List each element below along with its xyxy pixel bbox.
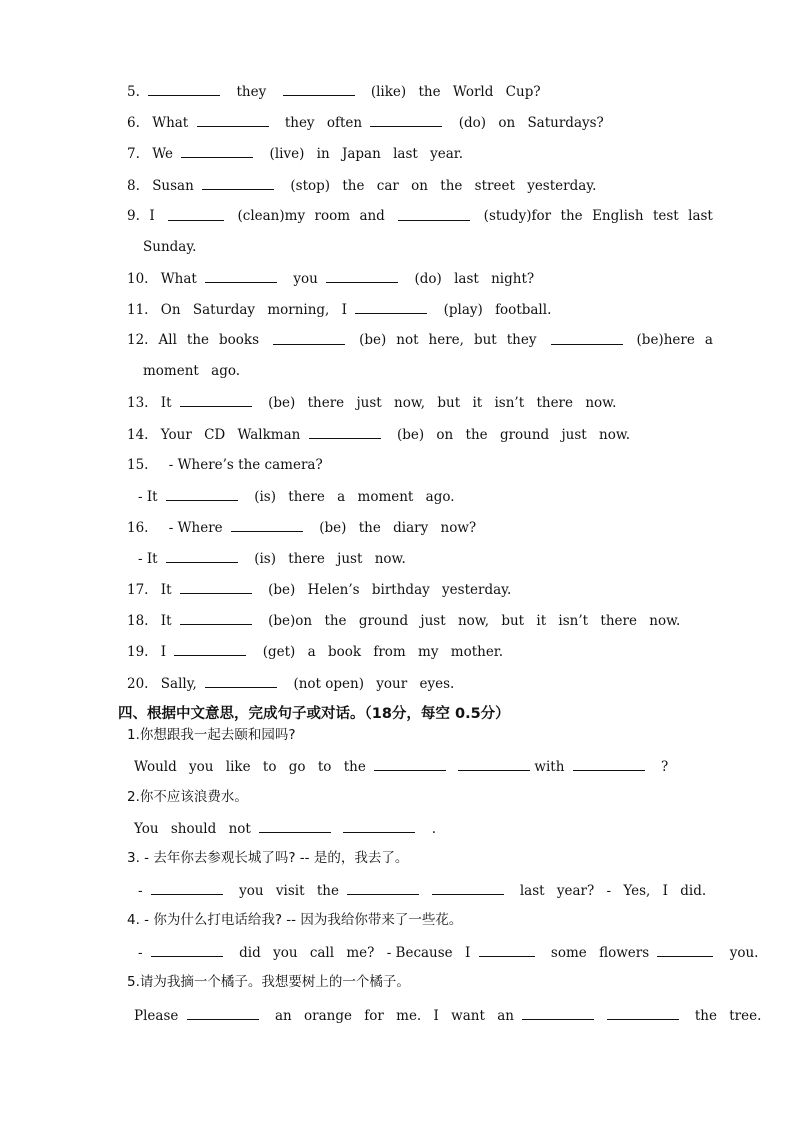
blank[interactable] — [370, 113, 442, 127]
section-4-q1-prompt: 1.你想跟我一起去颐和园吗? — [127, 727, 296, 743]
section-4-q2-prompt: 2.你不应该浪费水。 — [127, 789, 248, 805]
item-12: 12. All the books (be) not here, but they (be)here a — [127, 332, 713, 348]
item-16: 16. - Where (be) the diary now? — [127, 520, 477, 536]
item-9-continuation: Sunday. — [143, 239, 197, 255]
section-4-heading: 四、根据中文意思，完成句子或对话。（18分，每空 0.5分） — [118, 706, 510, 722]
blank[interactable] — [151, 881, 223, 895]
blank[interactable] — [607, 1006, 679, 1020]
item-15-response: - It (is) there a moment ago. — [138, 489, 455, 505]
blank[interactable] — [180, 393, 252, 407]
item-8: 8. Susan (stop) the car on the street yesterday. — [127, 178, 597, 194]
blank[interactable] — [374, 757, 446, 771]
blank[interactable] — [180, 611, 252, 625]
blank[interactable] — [347, 881, 419, 895]
blank[interactable] — [573, 757, 645, 771]
item-5: 5. they (like) the World Cup? — [127, 84, 541, 100]
item-19: 19. I (get) a book from my mother. — [127, 644, 504, 660]
blank[interactable] — [151, 943, 223, 957]
blank[interactable] — [166, 549, 238, 563]
item-11: 11. On Saturday morning, I (play) football. — [127, 302, 552, 318]
blank[interactable] — [309, 425, 381, 439]
blank[interactable] — [355, 300, 427, 314]
blank[interactable] — [398, 207, 470, 221]
blank[interactable] — [551, 331, 623, 345]
blank[interactable] — [479, 943, 535, 957]
blank[interactable] — [432, 881, 504, 895]
blank[interactable] — [231, 518, 303, 532]
section-4-q3-answer: - you visit the last year? - Yes, I did. — [138, 883, 707, 899]
blank[interactable] — [148, 82, 220, 96]
blank[interactable] — [657, 943, 713, 957]
item-9: 9. I (clean)my room and (study)for the English test last — [127, 208, 713, 224]
blank[interactable] — [180, 580, 252, 594]
item-17: 17. It (be) Helen’s birthday yesterday. — [127, 582, 512, 598]
blank[interactable] — [283, 82, 355, 96]
item-12-continuation: moment ago. — [143, 363, 241, 379]
section-4-q5-prompt: 5.请为我摘一个橘子。我想要树上的一个橘子。 — [127, 974, 410, 990]
blank[interactable] — [205, 269, 277, 283]
blank[interactable] — [273, 331, 345, 345]
item-16-response: - It (is) there just now. — [138, 551, 406, 567]
section-4-q3-prompt: 3. - 去年你去参观长城了吗? -- 是的，我去了。 — [127, 850, 409, 866]
item-10: 10. What you (do) last night? — [127, 271, 535, 287]
blank[interactable] — [187, 1006, 259, 1020]
blank[interactable] — [205, 674, 277, 688]
blank[interactable] — [522, 1006, 594, 1020]
blank[interactable] — [202, 176, 274, 190]
blank[interactable] — [168, 207, 224, 221]
item-7: 7. We (live) in Japan last year. — [127, 146, 464, 162]
blank[interactable] — [166, 487, 238, 501]
item-13: 13. It (be) there just now, but it isn’t there now. — [127, 395, 617, 411]
blank[interactable] — [259, 819, 331, 833]
blank[interactable] — [343, 819, 415, 833]
section-4-q2-answer: You should not . — [134, 821, 436, 837]
blank[interactable] — [326, 269, 398, 283]
blank[interactable] — [181, 144, 253, 158]
section-4-q1-answer: Would you like to go to the with ? — [134, 759, 669, 775]
item-20: 20. Sally, (not open) your eyes. — [127, 676, 455, 692]
item-18: 18. It (be)on the ground just now, but it isn’t there now. — [127, 613, 681, 629]
blank[interactable] — [174, 642, 246, 656]
section-4-q4-answer: - did you call me? - Because I some flowers you. — [138, 945, 759, 961]
blank[interactable] — [197, 113, 269, 127]
item-14: 14. Your CD Walkman (be) on the ground just now. — [127, 427, 631, 443]
item-15: 15. - Where’s the camera? — [127, 457, 323, 473]
section-4-q4-prompt: 4. - 你为什么打电话给我? -- 因为我给你带来了一些花。 — [127, 912, 463, 928]
blank[interactable] — [458, 757, 530, 771]
section-4-q5-answer: Please an orange for me. I want an the tree. — [134, 1008, 762, 1024]
item-6: 6. What they often (do) on Saturdays? — [127, 115, 604, 131]
